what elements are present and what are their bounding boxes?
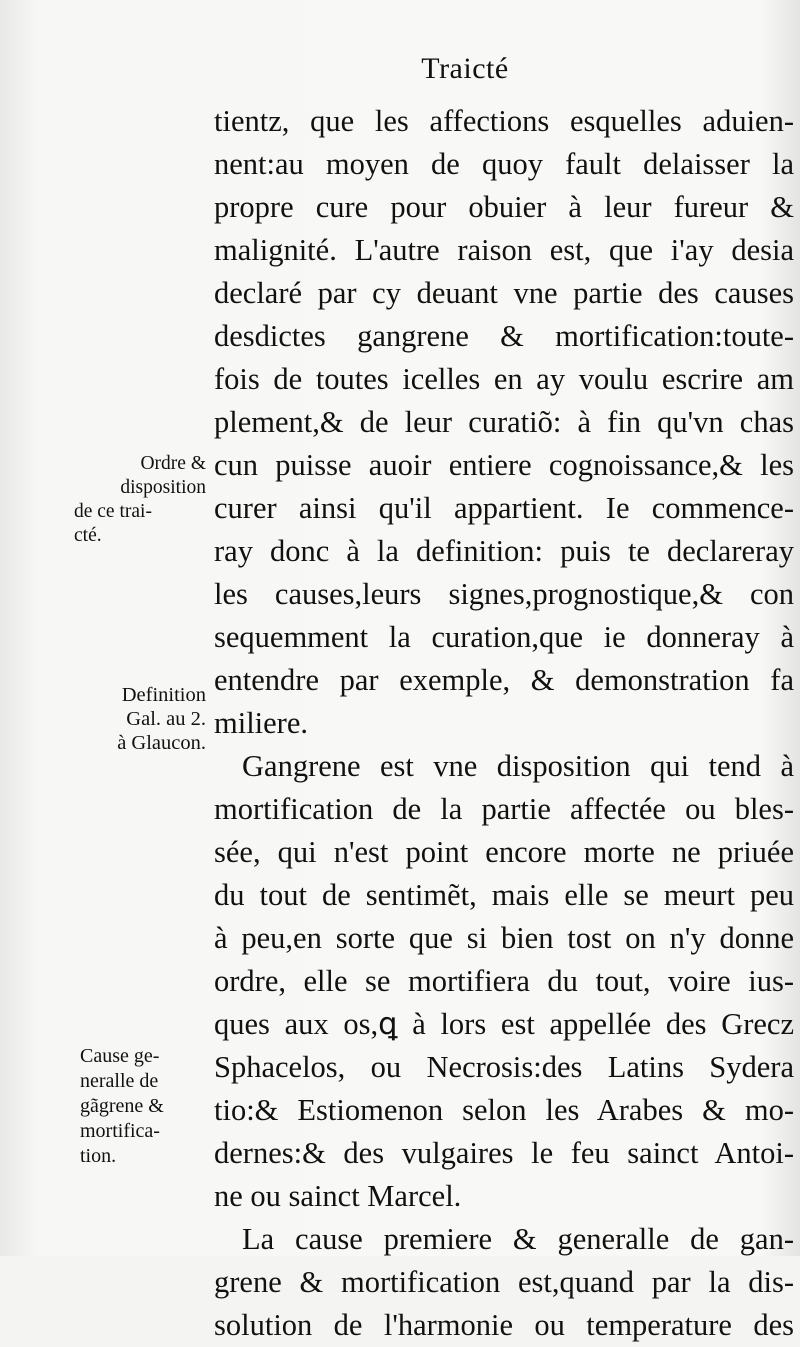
paragraph-first-line: Gangrene est vne disposition qui tend à [242, 749, 794, 783]
body-text [214, 100, 794, 1347]
text-line: dernes:& des vulgaires le feu sainct Antoi- [214, 1136, 794, 1170]
text-line: propre cure pour obuier à leur fureur & [214, 190, 794, 224]
margin-note-line: de ce trai- [74, 501, 152, 522]
text-line: malignité. L'autre raison est, que i'ay desia [214, 233, 794, 267]
margin-note-line: Ordre & [140, 453, 206, 474]
text-line: tientz, que les affections esquelles aduien- [214, 104, 794, 138]
text-line: miliere. [214, 706, 309, 740]
text-line: ray donc à la definition: puis te declareray [214, 534, 794, 568]
text-line: tio:& Estiomenon selon les Arabes & mo- [214, 1093, 794, 1127]
text-line: curer ainsi qu'il appartient. Ie commence- [214, 491, 794, 525]
text-line: mortification de la partie affectée ou bles- [214, 792, 794, 826]
margin-note-line: neralle de [80, 1070, 159, 1092]
margin-note-line: cté. [74, 525, 102, 546]
running-title: Traicté [421, 52, 509, 85]
paragraph-first-line: La cause premiere & generalle de gan- [242, 1222, 794, 1256]
text-line: Sphacelos, ou Necrosis:des Latins Sydera [214, 1050, 794, 1084]
text-line: entendre par exemple, & demonstration fa [214, 663, 794, 697]
margin-note-cause [80, 1044, 212, 1169]
margin-note-line: gãgrene & [80, 1095, 164, 1117]
text-line: nent:au moyen de quoy fault delaisser la [214, 147, 794, 181]
text-line: desdictes gangrene & mortification:toute- [214, 319, 794, 353]
text-line: grene & mortification est,quand par la dis- [214, 1265, 794, 1299]
margin-note-ordre [74, 452, 206, 548]
running-header [0, 52, 800, 86]
text-line: fois de toutes icelles en ay voulu escrire am [214, 362, 794, 396]
margin-note-line: mortifica- [80, 1120, 160, 1142]
text-line: ordre, elle se mortifiera du tout, voire ius- [214, 964, 794, 998]
margin-note-line: tion. [80, 1145, 117, 1167]
margin-note-line: disposition [120, 477, 206, 498]
margin-note-line: Gal. au 2. [126, 708, 206, 730]
text-line: plement,& de leur curatiõ: à fin qu'vn chas [214, 405, 794, 439]
margin-note-line: Definition [121, 684, 206, 706]
text-line: cun puisse auoir entiere cognoissance,& les [214, 448, 794, 482]
text-line: solution de l'harmonie ou temperature des [214, 1308, 794, 1342]
text-line: sée, qui n'est point encore morte ne priuée [214, 835, 794, 869]
margin-note-definition [74, 683, 206, 755]
text-line: à peu,en sorte que si bien tost on n'y donne [214, 921, 794, 955]
margin-note-line: Cause ge- [80, 1045, 160, 1067]
margin-note-line: à Glaucon. [117, 732, 206, 754]
text-line: les causes,leurs signes,prognostique,& con [214, 577, 794, 611]
text-line: declaré par cy deuant vne partie des causes [214, 276, 794, 310]
text-line: ne ou sainct Marcel. [214, 1179, 462, 1213]
text-line: ques aux os,ꝗ à lors est appellée des Grecz [214, 1007, 794, 1041]
text-line: du tout de sentimẽt, mais elle se meurt peu [214, 878, 794, 912]
text-line: sequemment la curation,que ie donneray à [214, 620, 794, 654]
